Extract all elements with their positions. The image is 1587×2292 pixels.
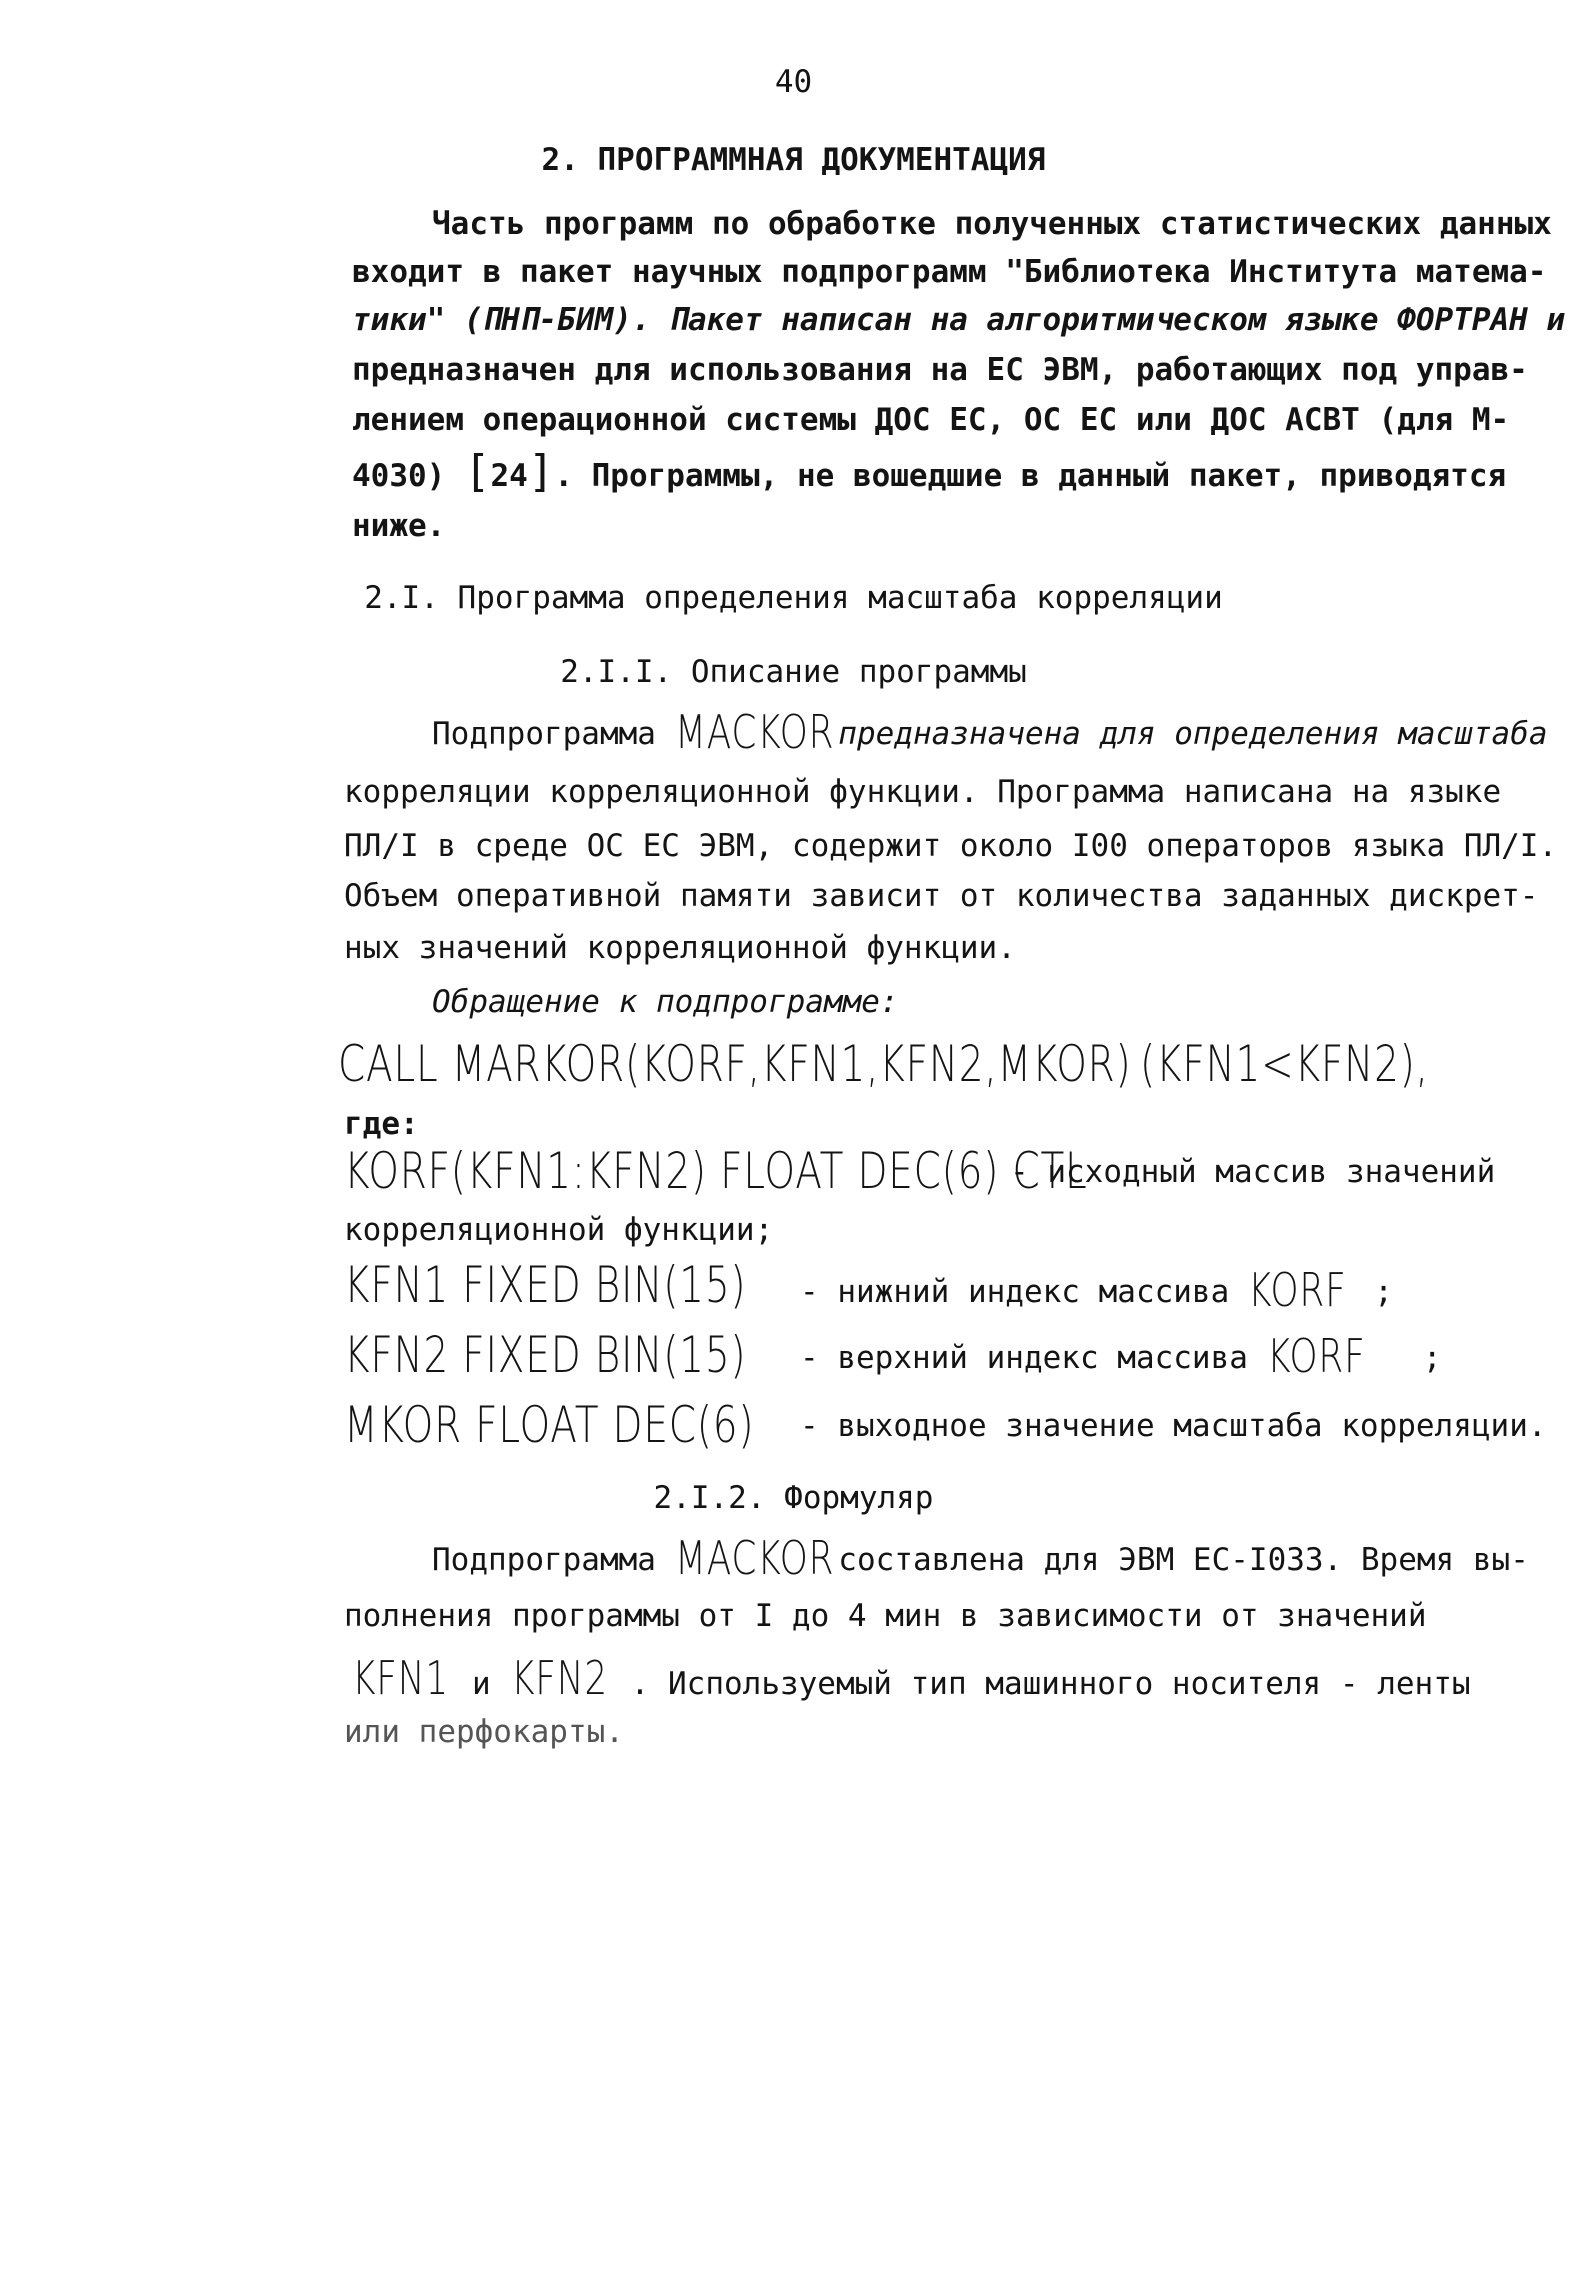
subsection-2-1-1-title: 2.I.I. Описание программы	[560, 654, 1027, 690]
intro-line-3	[352, 300, 1565, 340]
param-mkor-decl-wrap	[344, 1394, 870, 1463]
param-kfn1-ref: KORF	[1247, 1263, 1347, 1317]
call-intro: Обращение к подпрограмме:	[432, 984, 899, 1020]
form-line-3	[352, 1650, 1471, 1712]
param-mkor-desc: - выходное значение масштаба корреляции.	[800, 1408, 1547, 1444]
reference-bracket-open: [	[463, 446, 491, 497]
desc-line-1-start: Подпрограмма	[432, 716, 675, 752]
intro-line-3-end: Пакет написан на алгоритмическом языке ФОРТРАН и	[669, 302, 1566, 338]
intro-line-6-start: 4030)	[352, 458, 464, 494]
form-kfn2: KFN2	[510, 1651, 608, 1705]
param-korf-decl: KORF(KFN1:KFN2) FLOAT DEC(6) CTL	[344, 1142, 1088, 1200]
subroutine-name: MACKOR	[674, 705, 834, 759]
intro-line-6	[352, 446, 1507, 497]
param-kfn2-desc-wrap	[800, 1329, 1442, 1383]
param-kfn2-desc: - верхний индекс массива	[800, 1340, 1267, 1376]
param-kfn2-decl: KFN2 FIXED BIN(15)	[344, 1326, 747, 1384]
param-mkor-decl: MKOR FLOAT DEC(6)	[344, 1396, 755, 1454]
form-line-3-end: . Используемый тип машинного носителя - ленты	[630, 1666, 1471, 1702]
intro-line-7: ниже.	[352, 508, 446, 544]
reference-bracket-close: ]	[527, 446, 555, 497]
desc-line-4: Объем оперативной памяти зависит от количества заданных дискрет-	[344, 878, 1539, 914]
param-korf-desc-2: корреляционной функции;	[344, 1212, 774, 1248]
subsection-2-1-title: 2.I. Программа определения масштаба корреляции	[364, 580, 1223, 616]
param-korf-desc: - исходный массив значений	[1010, 1154, 1496, 1190]
intro-line-1: Часть программ по обработке полученных статистических данных	[432, 206, 1552, 242]
param-kfn1-end: ;	[1374, 1274, 1393, 1310]
page-number: 40	[774, 64, 813, 100]
desc-line-1	[432, 705, 1548, 759]
form-and: и	[472, 1666, 491, 1702]
param-kfn1-decl-wrap	[344, 1254, 860, 1323]
param-kfn2-ref: KORF	[1266, 1329, 1366, 1383]
desc-line-2: корреляции корреляционной функции. Программа написана на языке	[344, 774, 1502, 810]
call-condition: (KFN1<KFN2),	[1140, 1035, 1429, 1093]
form-line-1-start: Подпрограмма	[432, 1542, 675, 1578]
section-title: 2. ПРОГРАММНАЯ ДОКУМЕНТАЦИЯ	[541, 142, 1046, 178]
where-label: где:	[344, 1106, 419, 1142]
form-kfn1: KFN1	[352, 1651, 449, 1705]
intro-line-5: лением операционной системы ДОС ЕС, ОС ЕС или ДОС АСВТ (для М-	[352, 402, 1510, 438]
param-kfn2-decl-wrap	[344, 1324, 860, 1393]
param-kfn2-end: ;	[1422, 1340, 1442, 1376]
call-condition-wrap	[1140, 1032, 1510, 1103]
form-subroutine-name: MACKOR	[674, 1531, 834, 1585]
desc-line-1-end: предназначена для определения масштаба	[819, 716, 1548, 752]
intro-line-3-start: тики" (ПНП-БИМ).	[352, 302, 670, 338]
intro-line-4: предназначен для использования на ЕС ЭВМ, работающих под управ-	[352, 352, 1528, 388]
reference-number: 24	[490, 458, 528, 494]
form-line-1	[432, 1531, 1529, 1585]
param-kfn1-decl: KFN1 FIXED BIN(15)	[344, 1256, 747, 1314]
desc-line-5: ных значений корреляционной функции.	[344, 930, 1016, 966]
form-line-1-end: составлена для ЭВМ ЕС-I033. Время вы-	[819, 1542, 1529, 1578]
desc-line-3: ПЛ/I в среде ОС ЕС ЭВМ, содержит около I00 операторов языка ПЛ/I.	[344, 828, 1558, 864]
form-line-2: полнения программы от I до 4 мин в зависимости от значений	[344, 1598, 1427, 1634]
call-code: CALL MARKOR(KORF,KFN1,KFN2,MKOR)	[338, 1035, 1132, 1093]
intro-line-2: входит в пакет научных подпрограмм "Библиотека Института матема-	[352, 254, 1547, 290]
param-kfn1-desc-wrap	[800, 1263, 1393, 1317]
form-line-4: или перфокарты.	[344, 1714, 624, 1750]
intro-line-6-end: . Программы, не вошедшие в данный пакет, приводятся	[554, 458, 1507, 494]
subsection-2-1-2-title: 2.I.2. Формуляр	[653, 1480, 934, 1516]
param-kfn1-desc: - нижний индекс массива	[800, 1274, 1248, 1310]
